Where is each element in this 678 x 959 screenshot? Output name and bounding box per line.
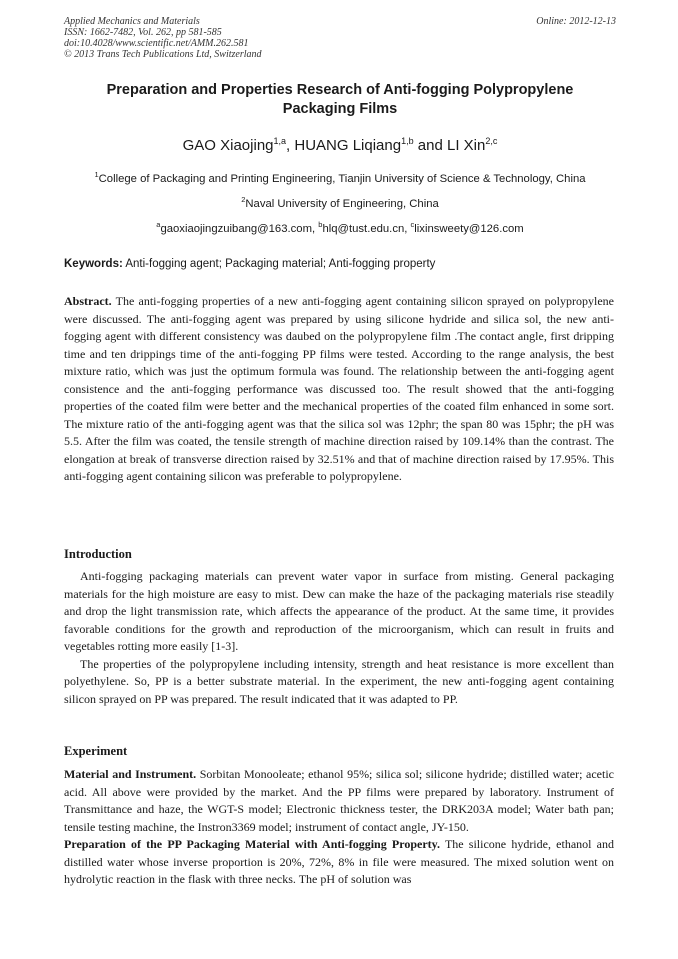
affiliation-2-marker: 2 (241, 195, 246, 204)
affiliation-1 (64, 168, 616, 186)
author-1-affil: 1,a (273, 136, 287, 146)
email-c: lixinsweety@126.com (414, 222, 524, 235)
copyright-line: © 2013 Trans Tech Publications Ltd, Switzerland (64, 49, 262, 60)
journal-header (64, 16, 616, 60)
email-a-marker: a (156, 220, 161, 229)
doi-line: doi:10.4028/www.scientific.net/AMM.262.581 (64, 38, 249, 49)
affiliation-1-marker: 1 (94, 170, 99, 179)
author-3-affil: 2,c (485, 136, 498, 146)
author-3: LI Xin (446, 137, 486, 154)
preparation-text: The silicone hydride, ethanol and distilled water whose inverse proportion is 20%, 72%, 8% in file were measured. The mixed solution went on hydrolytic reaction in the flask with three necks. The pH of solution was (64, 837, 614, 886)
affiliation-2-text: Naval University of Engineering, China (245, 197, 439, 210)
author-2: HUANG Liqiang (294, 137, 402, 154)
abstract-text: The anti-fogging properties of a new anti-fogging agent containing silicon sprayed on polypropylene were discussed. The anti-fogging agent was prepared by using silicone hydride and silica sol, the new anti-fogging agent with different consistency was daubed on the polypropylene film .The contact angle, first dripping time and ten drippings time of the anti-fogging PP films were tested. According to the range analysis, the best mixture ratio, which was just the optimum formula was found. The relationship between the anti-fogging agent consistence and the anti-fogging performance was discussed too. The result showed that the anti-fogging properties of the coated film were better and the mechanical properties of the coated film enhanced in some sort. The mixture ratio of the anti-fogging agent was that the silica sol was 12phr; the span 80 was 15phr; the pH was 5.5. After the film was coated, the tensile strength of machine direction raised by 109.14% than the contrast. The elongation at break of transverse direction raised by 32.51% and that of machine direction raised by 17.95%. This anti-fogging agent containing silicon was preferable to polypropylene. (64, 294, 614, 483)
material-instrument-text: Sorbitan Monooleate; ethanol 95%; silica sol; silicone hydride; distilled water; acetic acid. All above were provided by the market. And the PP films were prepared by laboratory. Instrument of Transmittance and haze, the WGT-S model; Electronic thickness tester, the DRK203A model; Water bath pan; tensile testing machine, the Instron3369 model; instrument of contact angle, JY-150. (64, 767, 614, 834)
keywords (64, 257, 616, 272)
keywords-text: Anti-fogging agent; Packaging material; Anti-fogging property (122, 258, 436, 270)
author-1: GAO Xiaojing (182, 137, 274, 154)
author-list (64, 131, 616, 156)
keywords-label: Keywords: (64, 258, 123, 270)
paper-title (64, 81, 616, 119)
author-2-affil: 1,b (401, 136, 414, 146)
issn-line: ISSN: 1662-7482, Vol. 262, pp 581-585 (64, 27, 222, 38)
introduction-paragraph-1: Anti-fogging packaging materials can prevent water vapor in surface from misting. General packaging materials for the high moisture are easy to mist. Dew can make the haze of the packaging materials rise steadily and drop the light transmission rate, which affects the appearance of the product. At the same time, it provides favorable conditions for the growth and reproduction of the microorganism, which can result in fruits and vegetables rotting more easily [1-3]. (64, 569, 614, 653)
email-a: gaoxiaojingzuibang@163.com, (160, 222, 319, 235)
experiment-heading: Experiment (64, 744, 128, 758)
abstract (64, 293, 614, 486)
introduction-heading: Introduction (64, 547, 132, 561)
introduction-body (64, 568, 614, 708)
email-line (64, 218, 616, 236)
affiliation-2 (64, 193, 616, 211)
experiment-paragraph-2 (64, 836, 614, 889)
email-b-marker: b (318, 220, 323, 229)
title-line-1: Preparation and Properties Research of Anti-fogging Polypropylene (106, 82, 574, 98)
experiment-body (64, 766, 614, 889)
preparation-label: Preparation of the PP Packaging Material with Anti-fogging Property. (64, 837, 440, 851)
material-instrument-label: Material and Instrument. (64, 767, 197, 781)
author-separator: and (413, 137, 447, 154)
title-line-2: Packaging Films (282, 101, 398, 117)
abstract-label: Abstract. (64, 294, 112, 308)
experiment-paragraph-1 (64, 766, 614, 836)
journal-name: Applied Mechanics and Materials (64, 16, 200, 27)
online-date: Online: 2012-12-13 (536, 16, 616, 27)
introduction-paragraph-2: The properties of the polypropylene including intensity, strength and heat resistance is more excellent than polyethylene. So, PP is a better substrate material. In the experiment, the new anti-fogging agent containing silicon sprayed on PP was prepared. The result indicated that it was adapted to PP. (64, 656, 614, 706)
affiliation-1-text: College of Packaging and Printing Engineering, Tianjin University of Science & Technology, China (98, 172, 586, 185)
email-c-marker: c (410, 220, 415, 229)
email-b: hlq@tust.edu.cn, (322, 222, 411, 235)
author-separator: , (286, 137, 295, 154)
